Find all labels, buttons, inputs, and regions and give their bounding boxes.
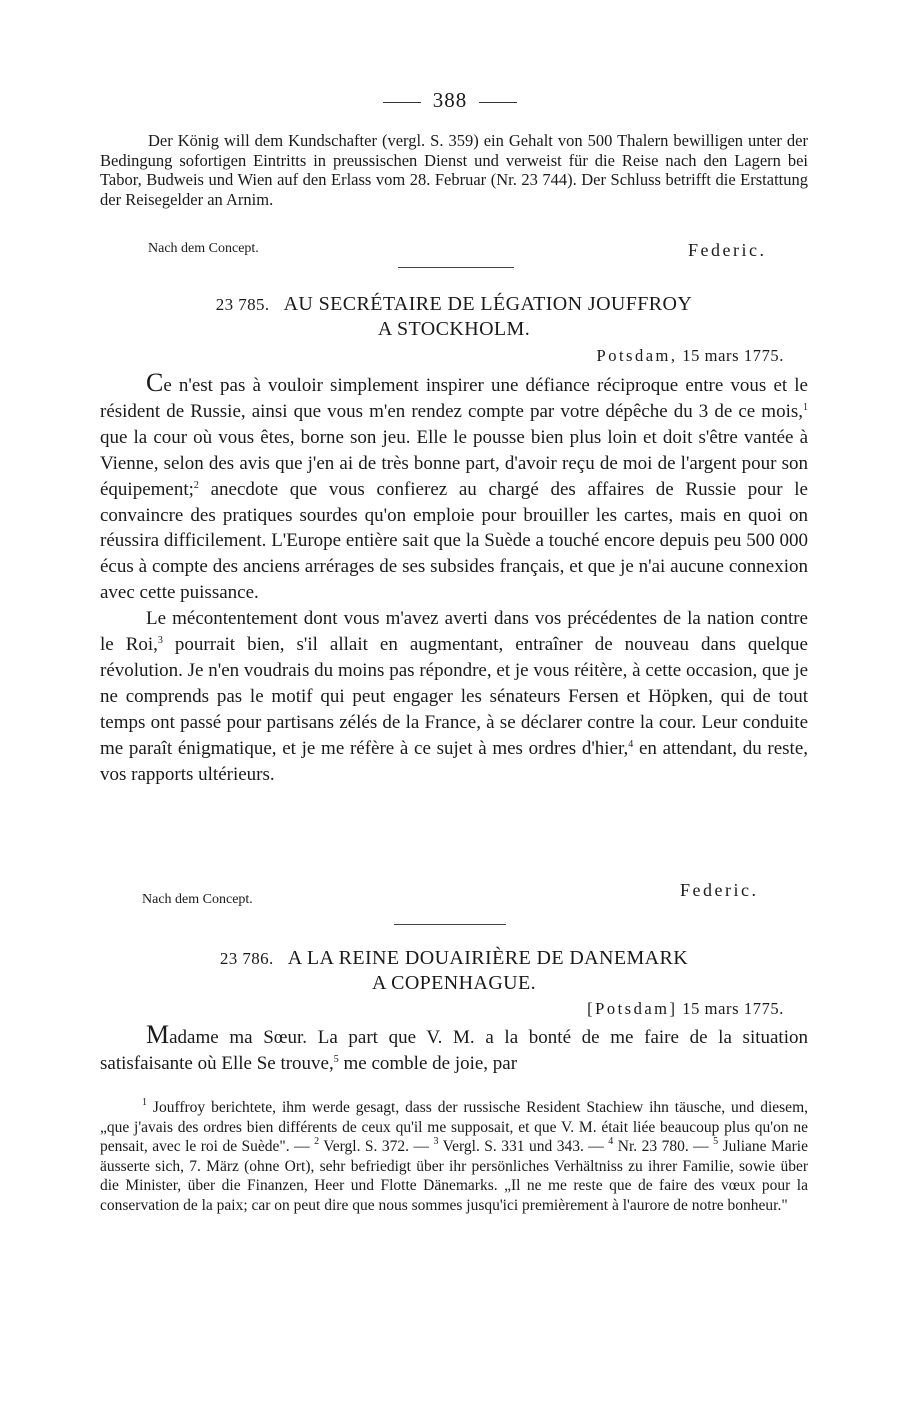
separator-rule-2 <box>394 924 506 925</box>
separator-rule-1 <box>398 267 514 268</box>
body-text: en attendant, du reste, vos rapports ultérieurs. <box>100 737 809 785</box>
letter-recipient: AU SECRÉTAIRE DE LÉGATION JOUFFROY <box>283 293 693 315</box>
footnote-number: 2 <box>314 1136 320 1148</box>
dateline-23785 <box>597 346 784 366</box>
initial-letter: C <box>146 368 164 397</box>
body-text: e n'est pas à vouloir simplement inspirer une défiance réciproque entre vous et le résident de Russie, ainsi que vous m'en rendez compte par votre dépêche du 3 de ce mois, <box>100 375 808 422</box>
footnote-ref: 4 <box>628 738 634 750</box>
footnote-ref: 5 <box>333 1053 339 1065</box>
body-text: anecdote que vous confierez au chargé des affaires de Russie pour le convaincre des pratiques sourdes qu'on emploie pour brouiller les cartes, mais en quoi on réussira difficilement. L'Europe entière sait que la Suède a touché encore depuis peu 500 000 écus à compte des anciens arrérages de ses subsides français, et que je n'ai aucune connexion avec cette puissance. <box>100 478 808 604</box>
letter-number: 23 786. <box>219 949 274 968</box>
body-text: me comble de joie, par <box>338 1052 518 1074</box>
body-text: pourrait bien, s'il allait en augmentant, entraîner de nouveau dans quelque révolution. Je n'en voudrais du moins pas répondre, et je vous réitère, à cette occasion, que je ne comprends pas le motif qui peut engager les sénateurs Fersen et Höpken, qui de tout temps ont passé pour partisans zélés de la France, à se déclarer contre la cour. Leur conduite me paraît énigmatique, et je me réfère à ce sujet à mes ordres d'hier, <box>100 634 808 759</box>
body-paragraph <box>100 370 808 606</box>
footnote-ref: 2 <box>193 479 199 491</box>
source-note-intro: Nach dem Concept. <box>148 241 259 256</box>
footnote-number: 5 <box>713 1136 719 1148</box>
signature-23785: Federic. <box>680 880 759 900</box>
signature-intro: Federic. <box>688 240 767 260</box>
footnote-number: 1 <box>142 1097 147 1108</box>
letter-recipient: A LA REINE DOUAIRIÈRE DE DANEMARK <box>287 947 689 969</box>
body-paragraph <box>100 1022 808 1077</box>
footnote-4: Nr. 23 780. — <box>613 1138 714 1156</box>
body-paragraph <box>100 606 808 787</box>
body-text: que la cour où vous êtes, borne son jeu. Elle le pousse bien plus loin et doit s'être vantée à Vienne, selon des avis que j'en ai de très bonne part, d'avoir reçu de moi de l'argent pour son équipement; <box>100 426 808 500</box>
dateline-place: [Potsdam] <box>587 999 678 1018</box>
page-number-dash-left <box>383 102 421 103</box>
source-note-23785: Nach dem Concept. <box>142 892 253 907</box>
body-text: Le mécontentement dont vous m'avez averti dans vos précédentes de la nation contre le Roi, <box>100 608 808 656</box>
page-number-dash-right <box>479 102 517 103</box>
body-text: adame ma Sœur. La part que V. M. a la bonté de me faire de la situation satisfaisante où Elle Se trouve, <box>100 1027 808 1074</box>
footnote-ref: 1 <box>803 401 808 413</box>
footnote-3: Vergl. S. 331 und 343. — <box>438 1138 609 1156</box>
letter-heading-line1 <box>100 946 808 971</box>
footnote-ref: 3 <box>157 635 163 647</box>
dateline-date: 15 mars 1775. <box>682 999 784 1018</box>
footnote-5: Juliane Marie äusserte sich, 7. März (ohne Ort), sehr befriedigt über ihr persönliches Verhältniss zu ihrer Familie, sowie über die Minister, über die Finanzen, Heer und Flotte Dänemarks. „Il ne me reste que de faire des vœux pour la conservation de la paix; car on peut dire que nous sommes jusqu'ici premièrement à l'aurore de notre bonheur." <box>100 1138 808 1214</box>
dateline-place: Potsdam, <box>596 346 678 365</box>
letter-place: A STOCKHOLM. <box>377 318 531 340</box>
footnote-2: Vergl. S. 372. — <box>319 1138 434 1156</box>
footnote-text <box>100 1098 808 1216</box>
intro-summary: Der König will dem Kundschafter (vergl. S. 359) ein Gehalt von 500 Thalern bewilligen unter der Bedingung sofortigen Eintritts in preussischen Dienst und verweist für die Reise nach den Lagern bei Tabor, Budweis und Wien auf den Erlass vom 28. Februar (Nr. 23 744). Der Schluss betrifft die Erstattung der Reisegelder an Arnim. <box>100 131 808 209</box>
footnotes <box>100 1098 808 1216</box>
letter-heading-line1 <box>100 292 808 317</box>
letter-number: 23 785. <box>215 295 270 314</box>
page-number-text: 388 <box>432 88 468 112</box>
letter-body-23785 <box>100 370 808 788</box>
letter-body-23786 <box>100 1022 808 1077</box>
initial-letter: M <box>146 1020 170 1049</box>
letter-place: A COPENHAGUE. <box>371 972 537 994</box>
letter-heading-23786 <box>100 946 808 996</box>
dateline-23786 <box>587 999 784 1019</box>
footnote-number: 4 <box>608 1136 614 1148</box>
dateline-date: 15 mars 1775. <box>682 346 784 365</box>
page-number <box>0 88 900 113</box>
letter-heading-23785 <box>100 292 808 342</box>
footnote-1: Jouffroy berichtete, ihm werde gesagt, dass der russische Resident Stachiew ihn täusche, und diesem, „que j'avais des ordres bien différents de ceux qu'il me supposait, et que V. M. était liée beaucoup plus qu'on ne pensait, avec le roi de Suède". — <box>100 1099 808 1156</box>
footnote-number: 3 <box>433 1136 439 1148</box>
